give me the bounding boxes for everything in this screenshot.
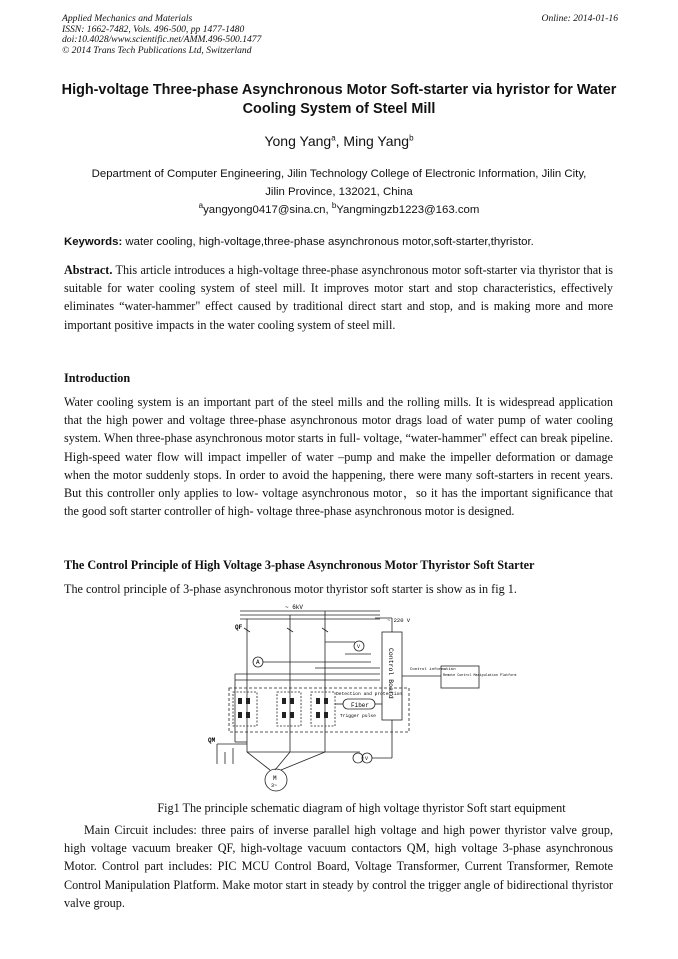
fig-trigger-label: Trigger pulse <box>340 714 376 719</box>
fig-detection-label: Detection and protection <box>336 692 403 697</box>
fig-motor-label: M <box>273 775 277 782</box>
paper-title: High-voltage Three-phase Asynchronous Motor Soft-starter via hyristor for Water Cooling System of Steel Mill <box>61 82 617 117</box>
fig-control-board-label: Control Board <box>387 648 394 699</box>
author-2-sup: b <box>409 133 414 143</box>
keywords <box>64 236 620 248</box>
affiliation <box>40 165 638 219</box>
emails <box>40 201 638 219</box>
author-1-sup: a <box>331 133 336 143</box>
fig-control-info-label: Control information <box>410 668 456 672</box>
author-1: Yong Yang <box>264 133 332 149</box>
affiliation-line-2: Jilin Province, 132021, China <box>265 186 413 198</box>
fig-fiber-label: Fiber <box>351 702 370 709</box>
journal-header <box>62 14 618 56</box>
fig-ammeter-label: A <box>256 659 260 666</box>
abstract-text: This article introduces a high-voltage three-phase asynchronous motor soft-starter via thyristor that is suitable for water cooling system of steel mill. It improves motor start and stop characteristics, effectively eliminates “water-hammer" effect caused by traditional direct start and stop, and is making more and more important positive impacts in the water cooling system of steel mill. <box>64 263 613 332</box>
email-a-sup: a <box>198 201 204 211</box>
issn: ISSN: 1662-7482, Vols. 496-500, pp 1477-1480 <box>62 23 245 35</box>
online-date: Online: 2014-01-16 <box>541 13 618 24</box>
schematic-figure <box>195 602 525 794</box>
affiliation-line-1: Department of Computer Engineering, Jilin Technology College of Electronic Information, Jilin City, <box>91 168 587 180</box>
journal-name: Applied Mechanics and Materials <box>62 13 193 24</box>
fig-supply-label: ~ 6kV <box>285 604 304 611</box>
section-2-heading: The Control Principle of High Voltage 3-phase Asynchronous Motor Thyristor Soft Starter <box>64 558 535 572</box>
fig-voltmeter-bottom: V <box>365 756 369 762</box>
fig-remote-label: Remote Control Manipulation Platform <box>443 674 517 678</box>
fig-qf-label: QF <box>235 624 243 631</box>
introduction-text: Water cooling system is an important part of the steel mills and the rolling mills. It is widespread application that the high power and voltage three-phase asynchronous motor drags load of water pump of water cooling system. When three-phase asynchronous motor starts in full- voltage, “water-hammer" effect can break pipeline. High-speed water flow will impact impeller of water –pump and make the impeller deformation or damage when the motor suddenly stops. In order to avoid the happening, there were many soft-starters in recent years. But this controller only applies to low- voltage asynchronous motor，so it has the important significance that the good soft starter controller of high- voltage three-phase asynchronous motor is designed. <box>64 395 613 519</box>
author-2: Ming Yang <box>343 133 410 149</box>
doi: doi:10.4028/www.scientific.net/AMM.496-500.1477 <box>62 34 262 46</box>
fig-motor-sub-label: 3~ <box>271 783 278 789</box>
author-sep: , <box>335 133 344 149</box>
fig-qm-label: QM <box>208 737 216 744</box>
figure-caption: Fig1 The principle schematic diagram of high voltage thyristor Soft start equipment <box>157 801 566 815</box>
abstract-label: Abstract. <box>64 263 113 277</box>
main-circuit-text: Main Circuit includes: three pairs of inverse parallel high voltage and high power thyristor valve group, high voltage vacuum breaker QF, high-voltage vacuum contactors QM, high voltage 3-phase asynchronous Motor. Control part includes: PIC MCU Control Board, Voltage Transformer, Current Transformer, Remote Control Manipulation Platform. Make motor start in steady by control the trigger angle of bidirectional thyristor valve group. <box>64 823 613 910</box>
keywords-text: water cooling, high-voltage,three-phase asynchronous motor,soft-starter,thyristor. <box>122 236 534 248</box>
abstract <box>64 261 613 334</box>
email-a[interactable]: yangyong0417@sina.cn, <box>203 204 332 216</box>
authors <box>0 133 678 149</box>
introduction-heading: Introduction <box>64 371 131 385</box>
email-b[interactable]: Yangmingzb1223@163.com <box>336 204 480 216</box>
section-2-text: The control principle of 3-phase asynchronous motor thyristor soft starter is show as in fig 1. <box>64 582 517 596</box>
fig-220v-label: ~ 220 V <box>387 617 411 624</box>
copyright: © 2014 Trans Tech Publications Ltd, Switzerland <box>62 44 252 56</box>
fig-voltmeter-top: V <box>357 644 361 650</box>
keywords-label: Keywords: <box>64 236 123 248</box>
email-b-sup: b <box>331 201 337 211</box>
